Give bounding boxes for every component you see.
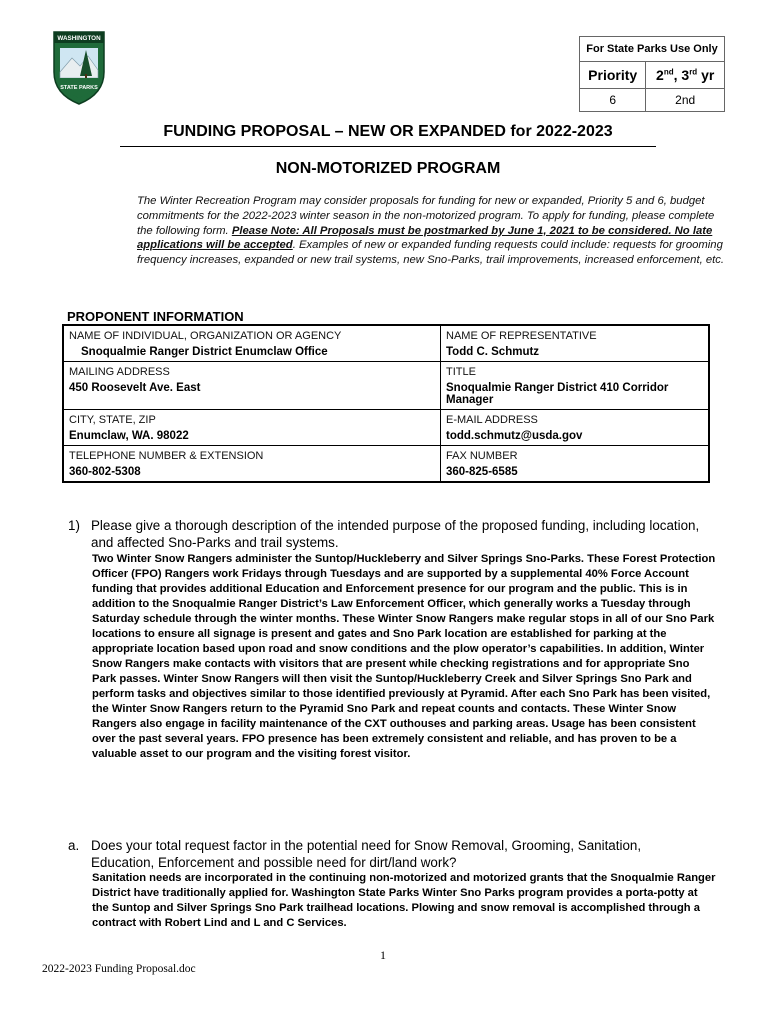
title-cell[interactable]: TITLE Snoqualmie Ranger District 410 Corridor Manager bbox=[441, 362, 710, 410]
priority-label: Priority bbox=[580, 62, 646, 89]
table-row bbox=[63, 362, 709, 410]
page-number: 1 bbox=[380, 948, 386, 962]
question-a-text: Does your total request factor in the potential need for Snow Removal, Grooming, Sanitation, Education, Enforcement and possible need for dirt/land work? bbox=[91, 838, 642, 870]
city-state-zip-cell[interactable]: CITY, STATE, ZIP Enumclaw, WA. 98022 bbox=[63, 410, 441, 446]
question-1 bbox=[68, 517, 708, 551]
fax-cell[interactable]: FAX NUMBER 360-825-6585 bbox=[441, 446, 710, 483]
deadline-notice: Please Note: All Proposals must be postmarked by June 1, 2021 to be considered. No late applications will be accepted bbox=[137, 224, 713, 252]
year-value: 2nd bbox=[646, 89, 725, 112]
table-row bbox=[63, 446, 709, 483]
representative-cell[interactable]: NAME OF REPRESENTATIVE Todd C. Schmutz bbox=[441, 325, 710, 362]
intro-paragraph: The Winter Recreation Program may consider proposals for funding for new or expanded, Priority 5 and 6, budget commitments for the 2022-2023 winter season in the non-motorized program. To apply for funding, please complete the following form. Please Note: All Proposals must be postmarked by June 1, 2021 to be considered. No late applications will be accepted. Examples of new or expanded funding requests could include: requests for grooming frequency increases, expanded or new trail systems, new Sno-Parks, trail improvements, increased enforcement, etc. bbox=[137, 195, 725, 267]
proponent-info-table bbox=[62, 324, 710, 483]
state-parks-use-only-box bbox=[579, 36, 725, 112]
telephone-cell[interactable]: TELEPHONE NUMBER & EXTENSION 360-802-5308 bbox=[63, 446, 441, 483]
year-label: 2nd, 3rd yr bbox=[646, 62, 725, 89]
question-1-text: Please give a thorough description of the intended purpose of the proposed funding, including location, and affected Sno-Parks and trail systems. bbox=[91, 518, 700, 550]
answer-a[interactable]: Sanitation needs are incorporated in the continuing non-motorized and motorized grants that the Snoqualmie Ranger District have traditionally applied for. Washington State Parks Winter Sno Parks program provides a porta-potty at the Suntop and Silver Springs Sno Park trailhead locations. Plowing and snow removal is accomplished through a contract with Robert Lind and L and C Services. bbox=[92, 872, 716, 929]
mailing-address-cell[interactable]: MAILING ADDRESS 450 Roosevelt Ave. East bbox=[63, 362, 441, 410]
svg-text:STATE PARKS: STATE PARKS bbox=[60, 85, 98, 91]
email-cell[interactable]: E-MAIL ADDRESS todd.schmutz@usda.gov bbox=[441, 410, 710, 446]
question-a-number: a. bbox=[68, 838, 80, 853]
question-1-number: 1) bbox=[68, 518, 80, 533]
document-title: FUNDING PROPOSAL – NEW OR EXPANDED for 2022-2023 bbox=[120, 123, 656, 147]
org-name-cell[interactable]: NAME OF INDIVIDUAL, ORGANIZATION OR AGENCY Snoqualmie Ranger District Enumclaw Office bbox=[63, 325, 441, 362]
document-subtitle: NON-MOTORIZED PROGRAM bbox=[275, 160, 501, 177]
table-row bbox=[63, 410, 709, 446]
washington-state-parks-logo bbox=[50, 28, 108, 106]
use-only-header: For State Parks Use Only bbox=[580, 37, 725, 62]
proponent-heading: PROPONENT INFORMATION bbox=[67, 309, 244, 324]
svg-text:WASHINGTON: WASHINGTON bbox=[57, 35, 101, 42]
table-row bbox=[63, 325, 709, 362]
answer-1[interactable]: Two Winter Snow Rangers administer the Suntop/Huckleberry and Silver Springs Sno-Parks. These Forest Protection Officer (FPO) Rangers work Fridays through Tuesdays and are supported by a supplemental 40% Force Account funding that provides additional Education and Enforcement presence for our program and the public. This is in addition to the Snoqualmie Ranger District’s Law Enforcement Officer, which generally works a Tuesday through Saturday schedule through the winter months. These Winter Snow Rangers make regular stops in all of our Sno Park locations to ensure all signage is present and gates and Sno Park location are established for parking at the appropriate location based upon road and snow conditions and the plow operator’s capabilities. In addition, Winter Snow Rangers make contacts with visitors that are present while checking registrations and for appropriate Sno Park passes. Winter Snow Rangers will then visit the Suntop/Huckleberry Creek and Silver Springs Sno Park and perform tasks and objectives similar to those identified previously at Pyramid. After each Sno Park has been visited, the Winter Snow Rangers return to the Pyramid Sno Park and repeat counts and contacts. These Winter Snow Rangers also engage in facility maintenance of the CXT outhouses and parking areas. Usage has been consistent over the past several years. FPO presence has been extremely consistent and reliable, and has proven to be a valuable asset to our program and the visiting forest visitor. bbox=[92, 553, 716, 760]
priority-value: 6 bbox=[580, 89, 646, 112]
question-a bbox=[68, 837, 708, 871]
footer-filename: 2022-2023 Funding Proposal.doc bbox=[42, 963, 196, 975]
